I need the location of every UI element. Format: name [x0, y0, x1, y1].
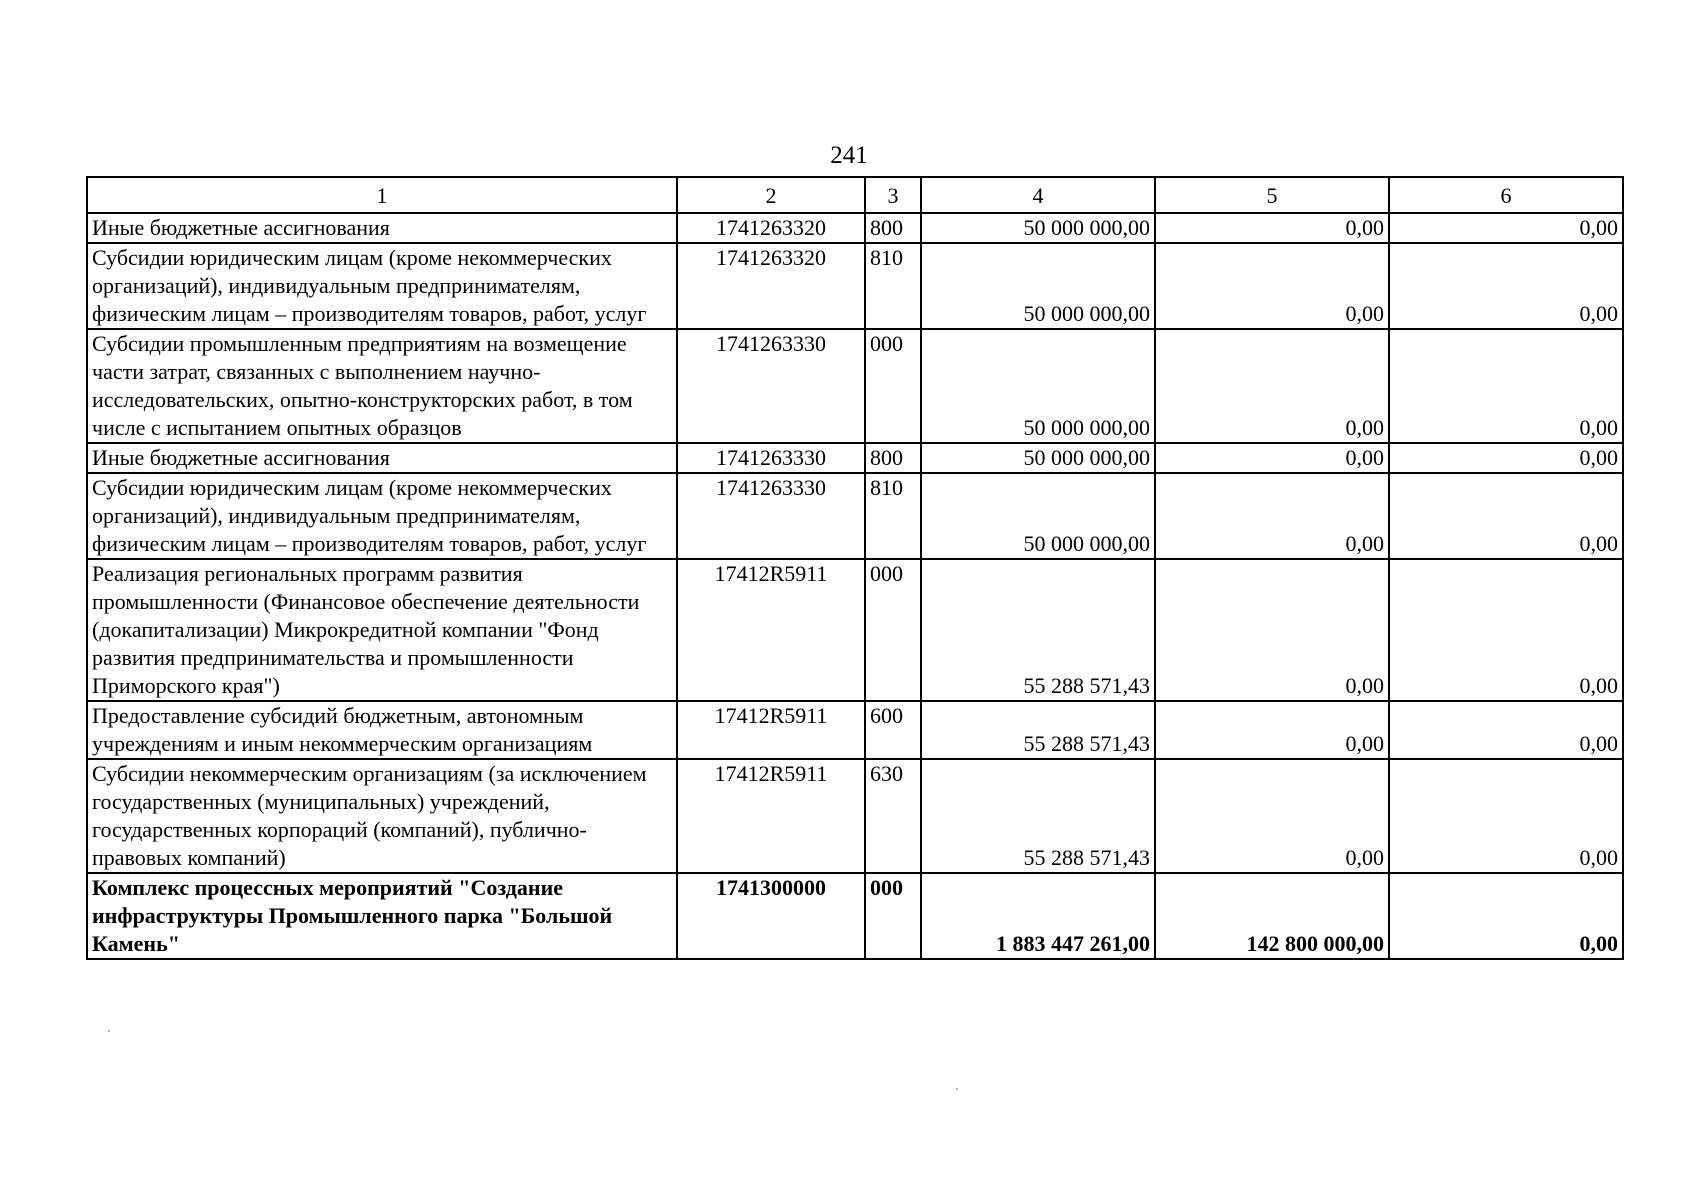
table-row: [87, 473, 1623, 559]
table-row: [87, 759, 1623, 873]
row-type-cell: 800: [865, 443, 921, 473]
row-amount-col5-cell: 0,00: [1155, 329, 1389, 443]
row-code-cell: 1741263320: [677, 243, 865, 329]
column-header-6: 6: [1389, 177, 1623, 213]
column-header-4: 4: [921, 177, 1155, 213]
row-amount-col6-cell: 0,00: [1389, 701, 1623, 759]
row-amount-col4-cell: 50 000 000,00: [921, 443, 1155, 473]
row-amount-col6-cell: 0,00: [1389, 873, 1623, 959]
row-code-cell: 17412R5911: [677, 759, 865, 873]
row-type-cell: 000: [865, 329, 921, 443]
row-name-cell: Реализация региональных программ развития промышленности (Финансовое обеспечение деятельности (докапитализации) Микрокредитной компании "Фонд развития предпринимательства и промышленности Приморского края"): [87, 559, 677, 701]
row-amount-col6-cell: 0,00: [1389, 243, 1623, 329]
row-amount-col5-cell: 0,00: [1155, 559, 1389, 701]
scan-speck: [956, 1088, 958, 1090]
row-type-cell: 000: [865, 559, 921, 701]
row-type-cell: 800: [865, 213, 921, 243]
column-number-row: [87, 177, 1623, 213]
row-name-cell: Субсидии юридическим лицам (кроме некоммерческих организаций), индивидуальным предпринимателям, физическим лицам – производителям товаров, работ, услуг: [87, 473, 677, 559]
budget-table: [86, 176, 1624, 960]
row-code-cell: 1741263320: [677, 213, 865, 243]
row-name-cell: Субсидии юридическим лицам (кроме некоммерческих организаций), индивидуальным предпринимателям, физическим лицам – производителям товаров, работ, услуг: [87, 243, 677, 329]
row-amount-col6-cell: 0,00: [1389, 473, 1623, 559]
row-amount-col4-cell: 55 288 571,43: [921, 559, 1155, 701]
column-header-1: 1: [87, 177, 677, 213]
row-type-cell: 810: [865, 243, 921, 329]
row-amount-col5-cell: 0,00: [1155, 473, 1389, 559]
column-header-2: 2: [677, 177, 865, 213]
table-body: [87, 177, 1623, 959]
row-amount-col4-cell: 55 288 571,43: [921, 759, 1155, 873]
column-header-5: 5: [1155, 177, 1389, 213]
row-name-cell: Иные бюджетные ассигнования: [87, 443, 677, 473]
row-code-cell: 1741263330: [677, 329, 865, 443]
row-amount-col5-cell: 0,00: [1155, 243, 1389, 329]
row-name-cell: Субсидии некоммерческим организациям (за исключением государственных (муниципальных) учреждений, государственных корпораций (компаний), публично-правовых компаний): [87, 759, 677, 873]
row-name-cell: Иные бюджетные ассигнования: [87, 213, 677, 243]
row-code-cell: 1741263330: [677, 443, 865, 473]
row-type-cell: 000: [865, 873, 921, 959]
row-amount-col4-cell: 55 288 571,43: [921, 701, 1155, 759]
table-row: [87, 243, 1623, 329]
row-amount-col6-cell: 0,00: [1389, 559, 1623, 701]
row-amount-col5-cell: 0,00: [1155, 213, 1389, 243]
row-amount-col4-cell: 50 000 000,00: [921, 329, 1155, 443]
row-amount-col5-cell: 0,00: [1155, 759, 1389, 873]
row-name-cell: Комплекс процессных мероприятий "Создание инфраструктуры Промышленного парка "Большой Камень": [87, 873, 677, 959]
row-amount-col5-cell: 0,00: [1155, 701, 1389, 759]
row-type-cell: 810: [865, 473, 921, 559]
row-amount-col6-cell: 0,00: [1389, 329, 1623, 443]
row-code-cell: 1741300000: [677, 873, 865, 959]
table-row: [87, 559, 1623, 701]
row-amount-col6-cell: 0,00: [1389, 443, 1623, 473]
table-row: [87, 873, 1623, 959]
row-type-cell: 630: [865, 759, 921, 873]
row-amount-col4-cell: 50 000 000,00: [921, 473, 1155, 559]
row-name-cell: Предоставление субсидий бюджетным, автономным учреждениям и иным некоммерческим организациям: [87, 701, 677, 759]
row-name-cell: Субсидии промышленным предприятиям на возмещение части затрат, связанных с выполнением научно-исследовательских, опытно-конструкторских работ, в том числе с испытанием опытных образцов: [87, 329, 677, 443]
row-amount-col4-cell: 50 000 000,00: [921, 243, 1155, 329]
row-amount-col5-cell: 0,00: [1155, 443, 1389, 473]
table-row: [87, 329, 1623, 443]
row-code-cell: 1741263330: [677, 473, 865, 559]
row-type-cell: 600: [865, 701, 921, 759]
row-amount-col5-cell: 142 800 000,00: [1155, 873, 1389, 959]
table-row: [87, 213, 1623, 243]
row-code-cell: 17412R5911: [677, 701, 865, 759]
page-number: 241: [830, 142, 868, 169]
scan-speck: [108, 1030, 110, 1032]
row-amount-col4-cell: 50 000 000,00: [921, 213, 1155, 243]
table-row: [87, 443, 1623, 473]
row-amount-col6-cell: 0,00: [1389, 759, 1623, 873]
table-row: [87, 701, 1623, 759]
row-amount-col4-cell: 1 883 447 261,00: [921, 873, 1155, 959]
row-amount-col6-cell: 0,00: [1389, 213, 1623, 243]
column-header-3: 3: [865, 177, 921, 213]
row-code-cell: 17412R5911: [677, 559, 865, 701]
